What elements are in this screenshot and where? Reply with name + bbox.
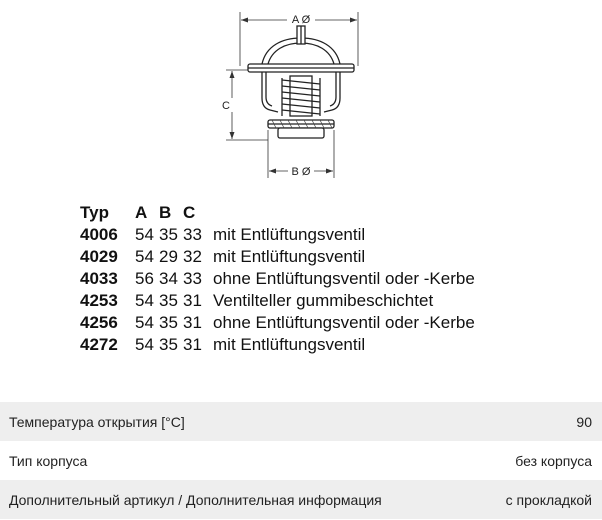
cell-a: 54 [135,247,154,266]
table-row [80,312,475,334]
dim-c-arrow-bottom [230,132,235,139]
dim-c-arrow-top [230,71,235,78]
dim-a-arrow-left [241,18,248,23]
cell-a: 54 [135,225,154,244]
table-row [80,290,475,312]
cell-desc: Ventilteller gummibeschichtet [213,291,434,310]
dim-a-label: A Ø [291,14,311,26]
property-value: без корпуса [515,452,592,469]
dim-b-arrow-left [269,169,276,174]
property-row-housing-type [0,441,602,480]
property-row-opening-temperature [0,402,602,441]
property-row-additional-info [0,480,602,519]
cell-b: 34 [159,269,178,288]
cell-typ: 4029 [80,247,118,266]
dim-b-label: B Ø [291,166,311,178]
cell-a: 56 [135,269,154,288]
property-label: Тип корпуса [9,452,88,469]
cell-desc: ohne Entlüftungsventil oder -Kerbe [213,269,475,288]
cell-c: 31 [183,313,202,332]
cell-desc: mit Entlüftungsventil [213,247,366,266]
property-label: Температура открытия [°C] [9,413,185,430]
cell-c: 33 [183,269,202,288]
spec-table-header [80,202,475,224]
cell-desc: mit Entlüftungsventil [213,335,366,354]
cell-b: 29 [159,247,178,266]
cell-typ: 4256 [80,313,118,332]
cell-c: 31 [183,291,202,310]
thermostat-drawing [0,0,602,200]
cell-typ: 4006 [80,225,118,244]
cell-typ: 4253 [80,291,118,310]
cell-a: 54 [135,335,154,354]
cell-c: 32 [183,247,202,266]
header-a: A [135,203,148,222]
cell-a: 54 [135,313,154,332]
header-b: B [159,203,172,222]
cell-b: 35 [159,225,178,244]
cell-b: 35 [159,313,178,332]
thermostat-body [248,26,354,138]
cell-c: 33 [183,225,202,244]
table-row [80,224,475,246]
cell-c: 31 [183,335,202,354]
table-row [80,268,475,290]
property-label: Дополнительный артикул / Дополнительная информация [9,491,382,508]
cell-typ: 4272 [80,335,118,354]
cell-typ: 4033 [80,269,118,288]
header-typ: Typ [80,203,109,222]
cell-b: 35 [159,335,178,354]
cell-desc: mit Entlüftungsventil [213,225,366,244]
property-value: 90 [576,413,592,430]
dim-a-arrow-right [350,18,357,23]
cell-desc: ohne Entlüftungsventil oder -Kerbe [213,313,475,332]
header-desc [207,202,475,224]
spec-table [80,202,475,356]
property-value: с прокладкой [505,491,592,508]
dim-c-label: C [222,100,230,112]
header-c: C [183,203,196,222]
table-row [80,246,475,268]
dim-b-arrow-right [326,169,333,174]
table-row [80,334,475,356]
cell-a: 54 [135,291,154,310]
properties-list [0,402,602,519]
cell-b: 35 [159,291,178,310]
